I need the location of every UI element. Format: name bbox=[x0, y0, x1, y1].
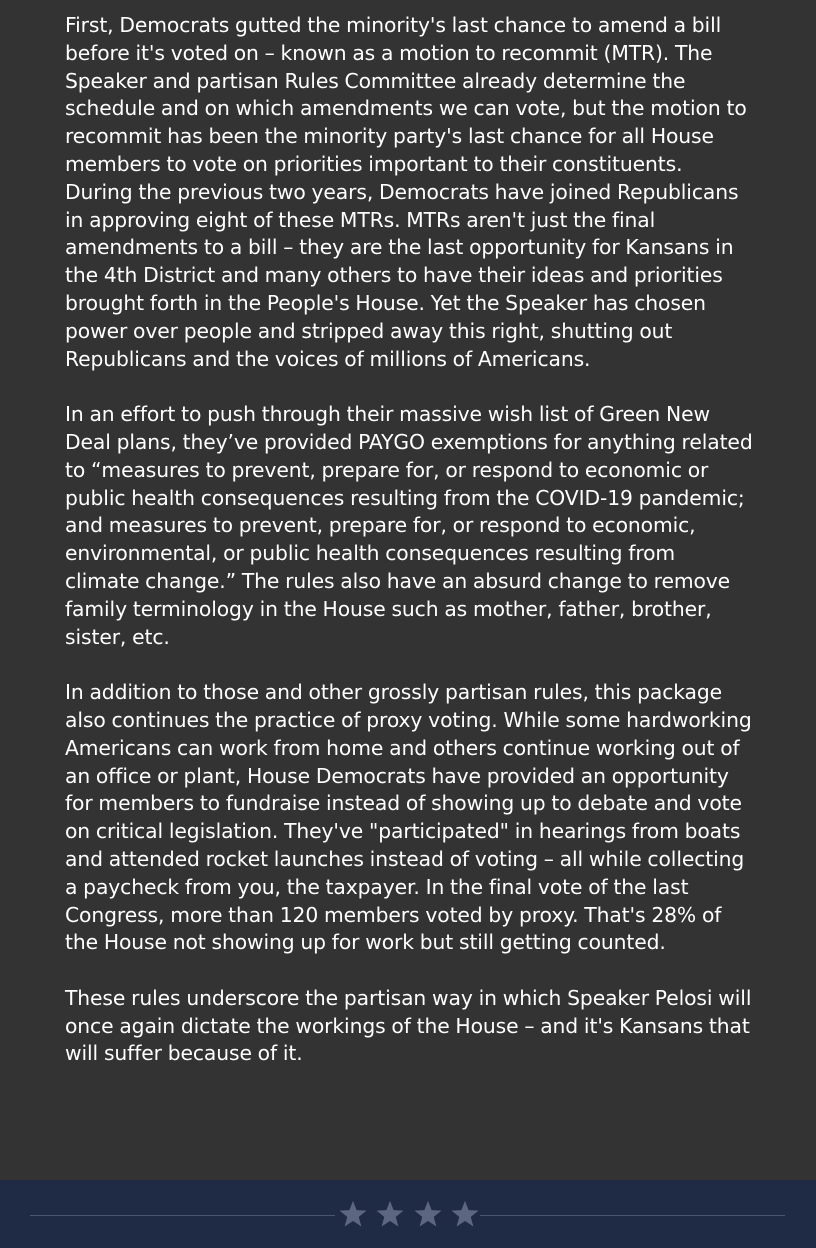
footer bbox=[0, 1180, 816, 1248]
star-icon bbox=[413, 1199, 443, 1229]
star-icon bbox=[375, 1199, 405, 1229]
article-paragraph-4: These rules underscore the partisan way in which Speaker Pelosi will once again dictate the workings of the House – and it's Kansans that will suffer because of it. bbox=[65, 985, 752, 1066]
footer-stars bbox=[338, 1194, 480, 1234]
footer-divider-right bbox=[480, 1215, 785, 1216]
article-paragraph-3: In addition to those and other grossly partisan rules, this package also continues the practice of proxy voting. While some hardworking Americans can work from home and others continue working out of an office or plant, House Democrats have provided an opportunity for members to fundraise instead of showing up to debate and vote on critical legislation. They've "participated" in hearings from boats and attended rocket launches instead of voting – all while collecting a paycheck from you, the taxpayer. In the final vote of the last Congress, more than 120 members voted by proxy. That's 28% of the House not showing up for work but still getting counted. bbox=[65, 680, 752, 955]
star-icon bbox=[338, 1199, 368, 1229]
article-body bbox=[65, 12, 755, 1096]
article-paragraph-2: In an effort to push through their massive wish list of Green New Deal plans, they’ve provided PAYGO exemptions for anything related to “measures to prevent, prepare for, or respond to economic or public health consequences resulting from the COVID-19 pandemic; and measures to prevent, prepare for, or respond to economic, environmental, or public health consequences resulting from climate change.” The rules also have an absurd change to remove family terminology in the House such as mother, father, brother, sister, etc. bbox=[65, 402, 753, 649]
star-icon bbox=[450, 1199, 480, 1229]
footer-divider-left bbox=[30, 1215, 335, 1216]
article-paragraph-1: First, Democrats gutted the minority's last chance to amend a bill before it's voted on – known as a motion to recommit (MTR). The Speaker and partisan Rules Committee already determine the schedule and on which amendments we can vote, but the motion to recommit has been the minority party's last chance for all House members to vote on priorities important to their constituents. During the previous two years, Democrats have joined Republicans in approving eight of these MTRs. MTRs aren't just the final amendments to a bill – they are the last opportunity for Kansans in the 4th District and many others to have their ideas and priorities brought forth in the People's House. Yet the Speaker has chosen power over people and stripped away this right, shutting out Republicans and the voices of millions of Americans. bbox=[65, 13, 747, 371]
